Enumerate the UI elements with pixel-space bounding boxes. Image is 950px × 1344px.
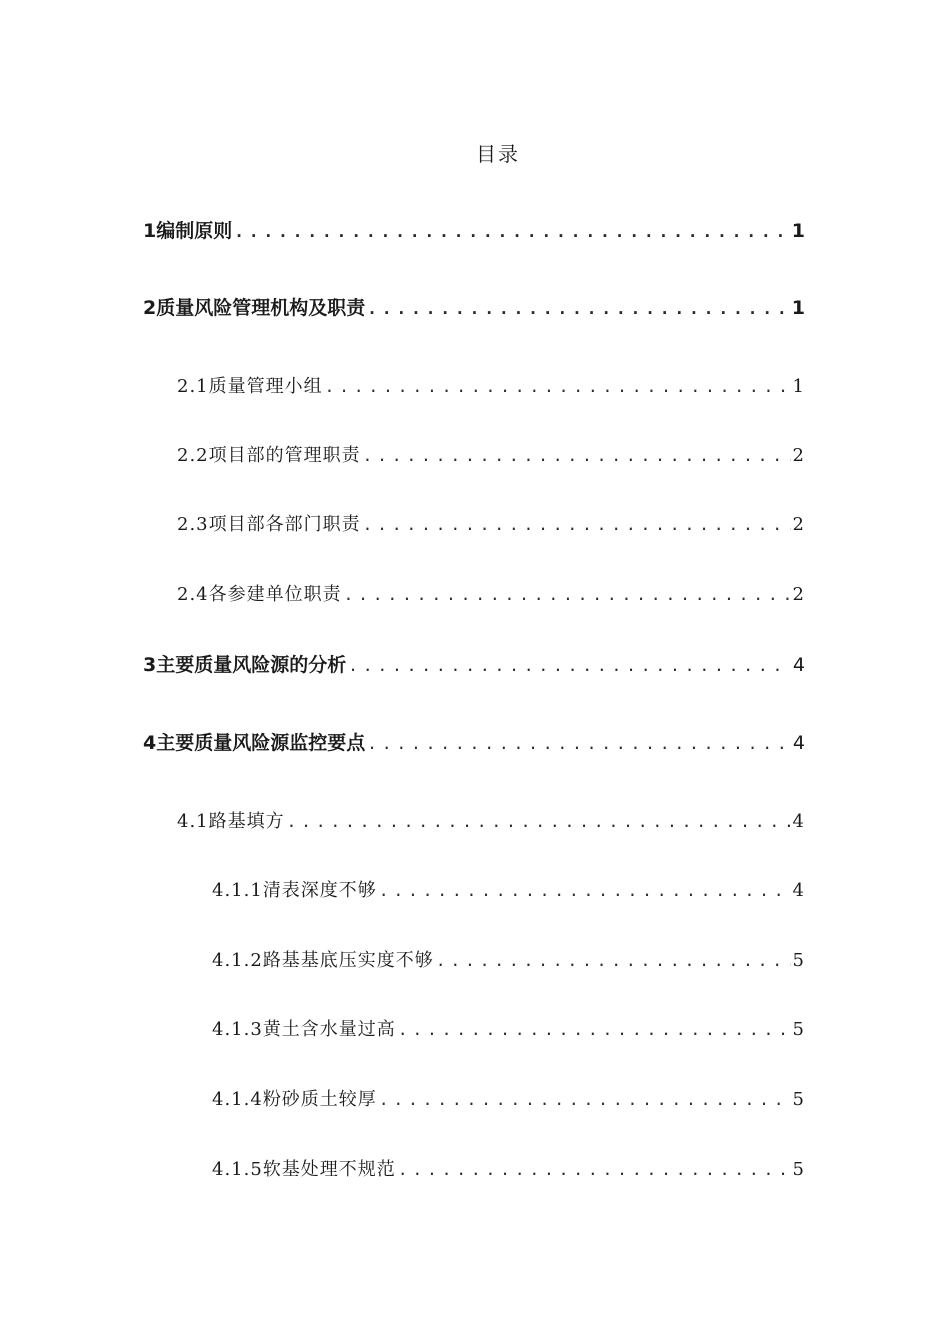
- toc-leader-dots: [363, 515, 791, 534]
- toc-entry-page: 5: [792, 950, 805, 971]
- toc-entry[interactable]: [212, 1155, 805, 1185]
- toc-leader-dots: [287, 812, 791, 831]
- toc-leader-dots: [325, 377, 791, 396]
- toc-entry-page: 5: [792, 1019, 805, 1040]
- toc-entry[interactable]: [177, 372, 805, 402]
- toc-entry-label: 4.1.3黄土含水量过高: [212, 1019, 396, 1040]
- toc-entry-page: 4: [792, 880, 805, 901]
- toc-entry-label: 2.4各参建单位职责: [177, 584, 342, 605]
- toc-entry-page: 1: [792, 376, 805, 397]
- toc-entry-label: 4.1.2路基基底压实度不够: [212, 950, 434, 971]
- toc-entry[interactable]: [177, 807, 805, 837]
- toc-entry-label: 4.1.4粉砂质土较厚: [212, 1089, 377, 1110]
- toc-entry-label: 1编制原则: [143, 220, 233, 242]
- toc-entry-label: 3主要质量风险源的分析: [143, 654, 347, 676]
- toc-entry-label: 2.1质量管理小组: [177, 376, 323, 397]
- toc-entry-label: 4主要质量风险源监控要点: [143, 732, 366, 754]
- toc-leader-dots: [436, 951, 791, 970]
- toc-leader-dots: [379, 881, 791, 900]
- toc-entry[interactable]: [177, 510, 805, 540]
- toc-entry-page: 1: [791, 220, 805, 242]
- toc-entry[interactable]: [177, 580, 805, 610]
- toc-leader-dots: [367, 734, 791, 753]
- toc-entry-page: 1: [791, 297, 805, 319]
- toc-entry[interactable]: [212, 1085, 805, 1115]
- toc-leader-dots: [379, 1090, 791, 1109]
- toc-entry-page: 5: [792, 1089, 805, 1110]
- toc-leader-dots: [398, 1020, 791, 1039]
- toc-leader-dots: [234, 222, 790, 241]
- toc-entry[interactable]: [143, 650, 805, 680]
- toc-title: 目录: [476, 142, 520, 166]
- toc-leader-dots: [367, 299, 790, 318]
- toc-leader-dots: [363, 446, 791, 465]
- toc-entry-page: 5: [792, 1159, 805, 1180]
- toc-entry[interactable]: [177, 441, 805, 471]
- toc-entry-label: 4.1路基填方: [177, 811, 285, 832]
- toc-entry-label: 2.3项目部各部门职责: [177, 514, 361, 535]
- toc-entry-page: 4: [792, 732, 805, 754]
- toc-entry[interactable]: [212, 946, 805, 976]
- toc-entry[interactable]: [143, 728, 805, 758]
- toc-entry[interactable]: [212, 1015, 805, 1045]
- toc-entry-label: 4.1.5软基处理不规范: [212, 1159, 396, 1180]
- toc-entry-label: 2.2项目部的管理职责: [177, 445, 361, 466]
- toc-entry-page: 2: [792, 584, 805, 605]
- toc-entry-label: 4.1.1清表深度不够: [212, 880, 377, 901]
- toc-entry[interactable]: [212, 876, 805, 906]
- toc-entry-page: 4: [792, 811, 805, 832]
- toc-entry-page: 2: [792, 514, 805, 535]
- toc-leader-dots: [348, 656, 791, 675]
- toc-entry-page: 4: [792, 654, 805, 676]
- toc-entry[interactable]: [143, 216, 805, 246]
- toc-entry-label: 2质量风险管理机构及职责: [143, 297, 366, 319]
- toc-entry[interactable]: [143, 293, 805, 323]
- toc-leader-dots: [398, 1160, 791, 1179]
- toc-entry-page: 2: [792, 445, 805, 466]
- toc-leader-dots: [344, 585, 791, 604]
